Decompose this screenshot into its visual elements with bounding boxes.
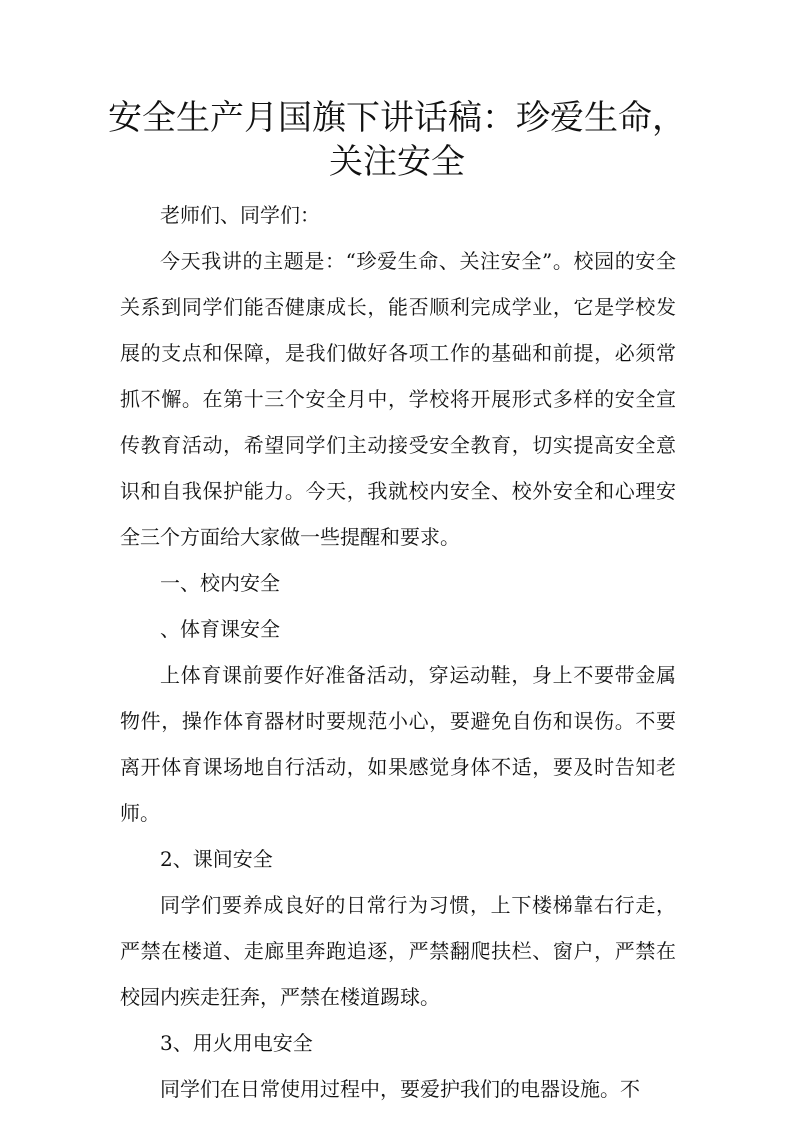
document-title: 安全生产月国旗下讲话稿：珍爱生命，关注安全 — [108, 98, 686, 182]
subheading-pe-class-safety: 、体育课安全 — [160, 617, 280, 641]
subheading-fire-electric-safety: 3、用火用电安全 — [160, 1031, 313, 1055]
pe-class-paragraph: 上体育课前要作好准备活动，穿运动鞋，身上不要带金属物件，操作体育器材时要规范小心，要避免自伤和误伤。不要离开体育课场地自行活动，如果感觉身体不适，要及时告知老师。 — [120, 663, 676, 825]
section-heading-campus-safety: 一、校内安全 — [160, 571, 280, 595]
subheading-recess-safety: 2、课间安全 — [160, 847, 273, 871]
recess-paragraph: 同学们要养成良好的日常行为习惯，上下楼梯靠右行走，严禁在楼道、走廊里奔跑追逐，严禁翻爬扶栏、窗户，严禁在校园内疾走狂奔，严禁在楼道踢球。 — [120, 893, 676, 1009]
greeting-paragraph: 老师们、同学们： — [160, 203, 320, 227]
intro-paragraph: 今天我讲的主题是：“珍爱生命、关注安全”。校园的安全关系到同学们能否健康成长，能否顺利完成学业，它是学校发展的支点和保障，是我们做好各项工作的基础和前提，必须常抓不懈。在第十三个安全月中，学校将开展形式多样的安全宣传教育活动，希望同学们主动接受安全教育，切实提高安全意识和自我保护能力。今天，我就校内安全、校外安全和心理安全三个方面给大家做一些提醒和要求。 — [120, 249, 676, 549]
fire-electric-paragraph: 同学们在日常使用过程中，要爱护我们的电器设施。不 — [160, 1077, 640, 1101]
document-body — [120, 192, 676, 1112]
